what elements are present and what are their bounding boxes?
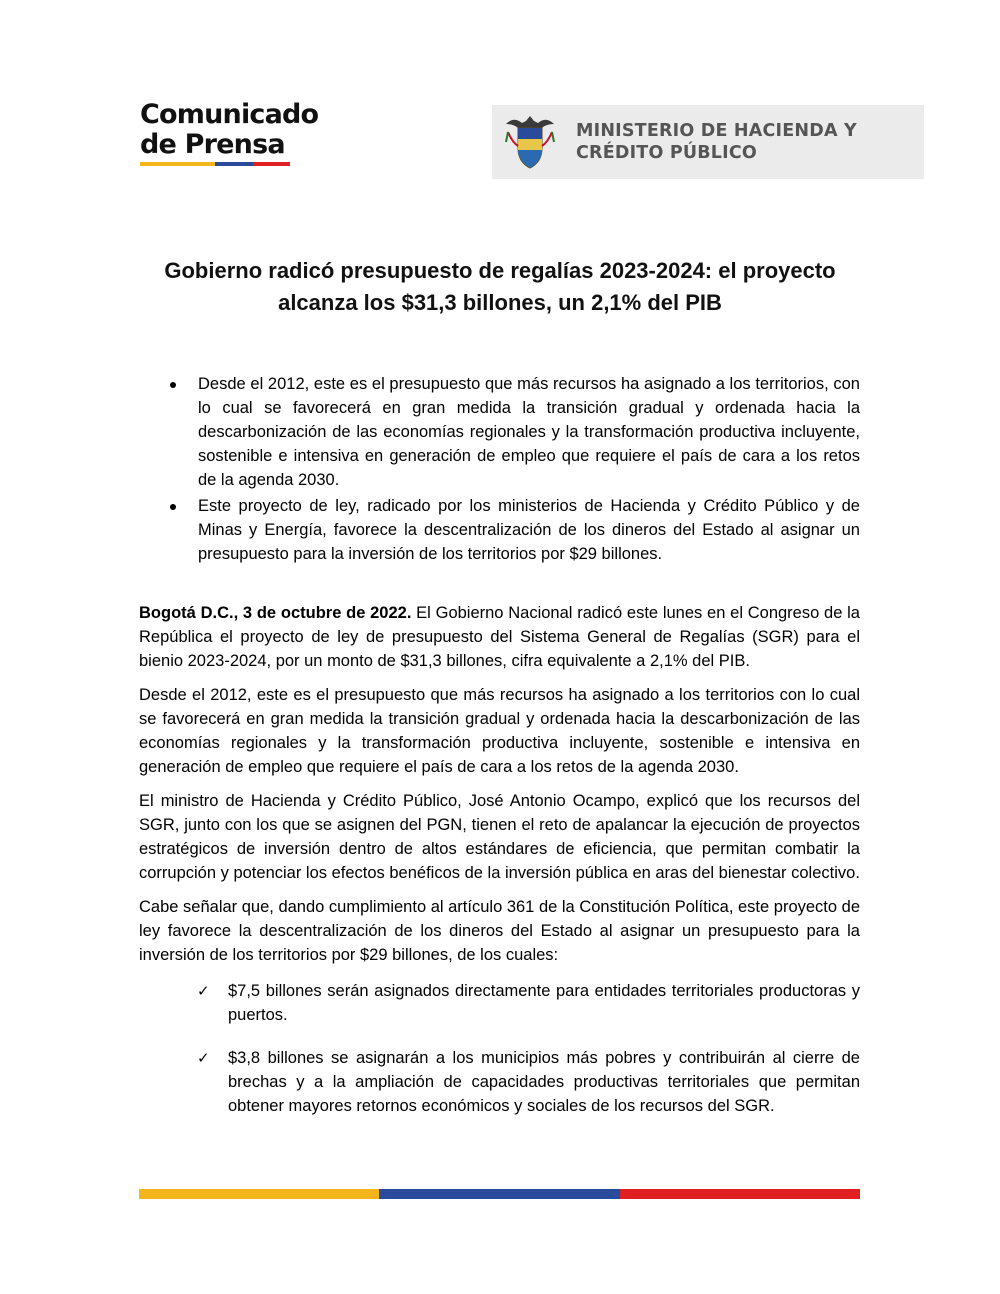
- allocation-text: $3,8 billones se asignarán a los municipios más pobres y contribuirán al cierre de brechas y a la ampliación de capacidades productivas territoriales que permitan obtener mayores retornos económicos y sociales de los recursos del SGR.: [228, 1049, 860, 1115]
- footer-stripe-red: [620, 1189, 860, 1199]
- ministry-logo: [492, 105, 924, 179]
- summary-bullet-text: Desde el 2012, este es el presupuesto que más recursos ha asignado a los territorios, con lo cual se favorecerá en gran medida la transición gradual y ordenada hacia la descarbonización de las economías regionales y la transformación productiva incluyente, sostenible e intensiva en generación de empleo que requiere el país de cara a los retos de la agenda 2030.: [198, 375, 860, 489]
- check-mark-icon: ✓: [197, 982, 210, 1000]
- logo-flag-stripe: [140, 162, 290, 166]
- bullet-dot-icon: [170, 504, 176, 510]
- footer-stripe-blue: [379, 1189, 619, 1199]
- summary-bullet: [168, 494, 860, 566]
- lead-paragraph: [139, 601, 860, 673]
- body-paragraph: Cabe señalar que, dando cumplimiento al artículo 361 de la Constitución Política, este proyecto de ley favorece la descentralización de los dineros del Estado al asignar un presupuesto para la inversión de los territorios por $29 billones, de los cuales:: [139, 898, 860, 964]
- allocation-list: [197, 979, 860, 1118]
- press-release-title: [120, 255, 880, 319]
- lead-text: El Gobierno Nacional radicó este lunes en el Congreso de la República el proyecto de ley de presupuesto del Sistema General de Regalías (SGR) para el bienio 2023-2024, por un monto de $31,3 billones, cifra equivalente a 2,1% del PIB.: [139, 604, 860, 670]
- logo-line-2: de Prensa: [140, 129, 285, 160]
- dateline: Bogotá D.C., 3 de octubre de 2022.: [139, 604, 412, 622]
- allocation-item: [197, 1046, 860, 1118]
- title-line-1: Gobierno radicó presupuesto de regalías 2023-2024: el proyecto: [164, 258, 836, 283]
- ministry-name-line-1: MINISTERIO DE HACIENDA Y: [576, 121, 857, 141]
- footer-flag-stripe: [139, 1189, 860, 1199]
- logo-line-1: Comunicado: [140, 99, 319, 130]
- article-body: [139, 601, 860, 1137]
- comunicado-de-prensa-logo: [140, 100, 318, 166]
- check-mark-icon: ✓: [197, 1049, 210, 1067]
- body-paragraph: Desde el 2012, este es el presupuesto que más recursos ha asignado a los territorios con lo cual se favorecerá en gran medida la transición gradual y ordenada hacia la descarbonización de las economías regionales y la transformación productiva incluyente, sostenible e intensiva en generación de empleo que requiere el país de cara a los retos de la agenda 2030.: [139, 686, 860, 776]
- summary-bullet-list: [168, 372, 860, 568]
- colombia-coat-of-arms-icon: [500, 112, 560, 172]
- allocation-text: $7,5 billones serán asignados directamente para entidades territoriales productoras y puertos.: [228, 982, 860, 1024]
- summary-bullet-text: Este proyecto de ley, radicado por los ministerios de Hacienda y Crédito Público y de Minas y Energía, favorece la descentralización de los dineros del Estado al asignar un presupuesto para la inversión de los territorios por $29 billones.: [198, 497, 860, 563]
- body-paragraph: El ministro de Hacienda y Crédito Público, José Antonio Ocampo, explicó que los recursos del SGR, junto con los que se asignen del PGN, tienen el reto de apalancar la ejecución de proyectos estratégicos de inversión dentro de altos estándares de eficiencia, que permitan combatir la corrupción y potenciar los efectos benéficos de la inversión pública en aras del bienestar colectivo.: [139, 792, 860, 882]
- allocation-item: [197, 979, 860, 1027]
- ministry-name-line-2: CRÉDITO PÚBLICO: [576, 143, 757, 163]
- bullet-dot-icon: [170, 382, 176, 388]
- title-line-2: alcanza los $31,3 billones, un 2,1% del PIB: [278, 290, 722, 315]
- summary-bullet: [168, 372, 860, 492]
- footer-stripe-yellow: [139, 1189, 379, 1199]
